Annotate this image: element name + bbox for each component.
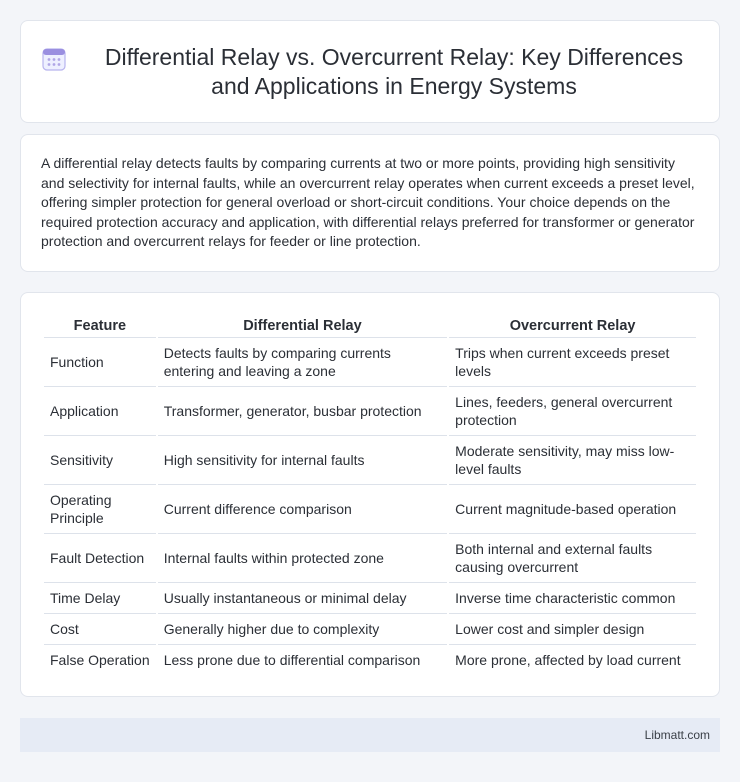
cell-feature: False Operation	[50, 652, 150, 668]
header-differential-relay: Differential Relay	[158, 315, 447, 338]
comparison-table	[42, 315, 698, 675]
cell-feature: Cost	[44, 614, 156, 645]
cell-overcurrent: Inverse time characteristic common	[449, 583, 696, 614]
header-feature: Feature	[44, 315, 156, 338]
cell-feature: Time Delay	[44, 583, 156, 614]
cell-feature: Operating Principle	[44, 485, 156, 534]
cell-differential: Detects faults by comparing currents entering and leaving a zone	[158, 338, 447, 387]
table-card	[20, 292, 720, 697]
cell-differential: Internal faults within protected zone	[158, 534, 447, 583]
cell-differential: High sensitivity for internal faults	[158, 436, 447, 485]
footer-brand[interactable]: Libmatt.com	[644, 728, 710, 742]
cell-feature: Fault Detection	[44, 534, 156, 583]
cell-feature: Sensitivity	[44, 436, 156, 485]
cell-feature: Application	[44, 387, 156, 436]
cell-overcurrent: Moderate sensitivity, may miss low-level faults	[449, 436, 696, 485]
cell-overcurrent: Trips when current exceeds preset levels	[449, 338, 696, 387]
footer-bar	[20, 718, 720, 752]
cell-differential: Generally higher due to complexity	[158, 614, 447, 645]
table-header-row	[44, 315, 696, 338]
table-row	[44, 485, 696, 534]
header-overcurrent-relay: Overcurrent Relay	[449, 315, 696, 338]
table-row	[44, 338, 696, 387]
cell-overcurrent: Lower cost and simpler design	[449, 614, 696, 645]
cell-differential: Less prone due to differential comparison	[163, 652, 421, 668]
table-row	[44, 534, 696, 583]
table-row	[44, 387, 696, 436]
cell-differential: Current difference comparison	[158, 485, 447, 534]
intro-card	[20, 134, 720, 272]
table-row	[44, 436, 696, 485]
cell-feature: Function	[44, 338, 156, 387]
calendar-icon	[41, 46, 67, 72]
table-row	[44, 645, 696, 675]
cell-differential: Transformer, generator, busbar protection	[158, 387, 447, 436]
intro-text: A differential relay detects faults by comparing currents at two or more points, providing high sensitivity and selectivity for internal faults, while an overcurrent relay operates when current exceeds a preset level, offering simpler protection for general overload or short-circuit conditions. Your choice depends on the required protection accuracy and application, with differential relays preferred for transformer or generator protection and overcurrent relays for feeder or line protection.	[41, 155, 695, 250]
cell-differential: Usually instantaneous or minimal delay	[158, 583, 447, 614]
page-title: Differential Relay vs. Overcurrent Relay: Key Differences and Applications in Energy Systems	[104, 43, 684, 99]
title-wrap	[21, 21, 719, 122]
cell-overcurrent: Both internal and external faults causing overcurrent	[449, 534, 696, 583]
cell-overcurrent: Lines, feeders, general overcurrent protection	[449, 387, 696, 436]
table-row	[44, 583, 696, 614]
cell-overcurrent: Current magnitude-based operation	[449, 485, 696, 534]
table-row	[44, 614, 696, 645]
title-card	[20, 20, 720, 123]
cell-overcurrent: More prone, affected by load current	[455, 652, 681, 668]
